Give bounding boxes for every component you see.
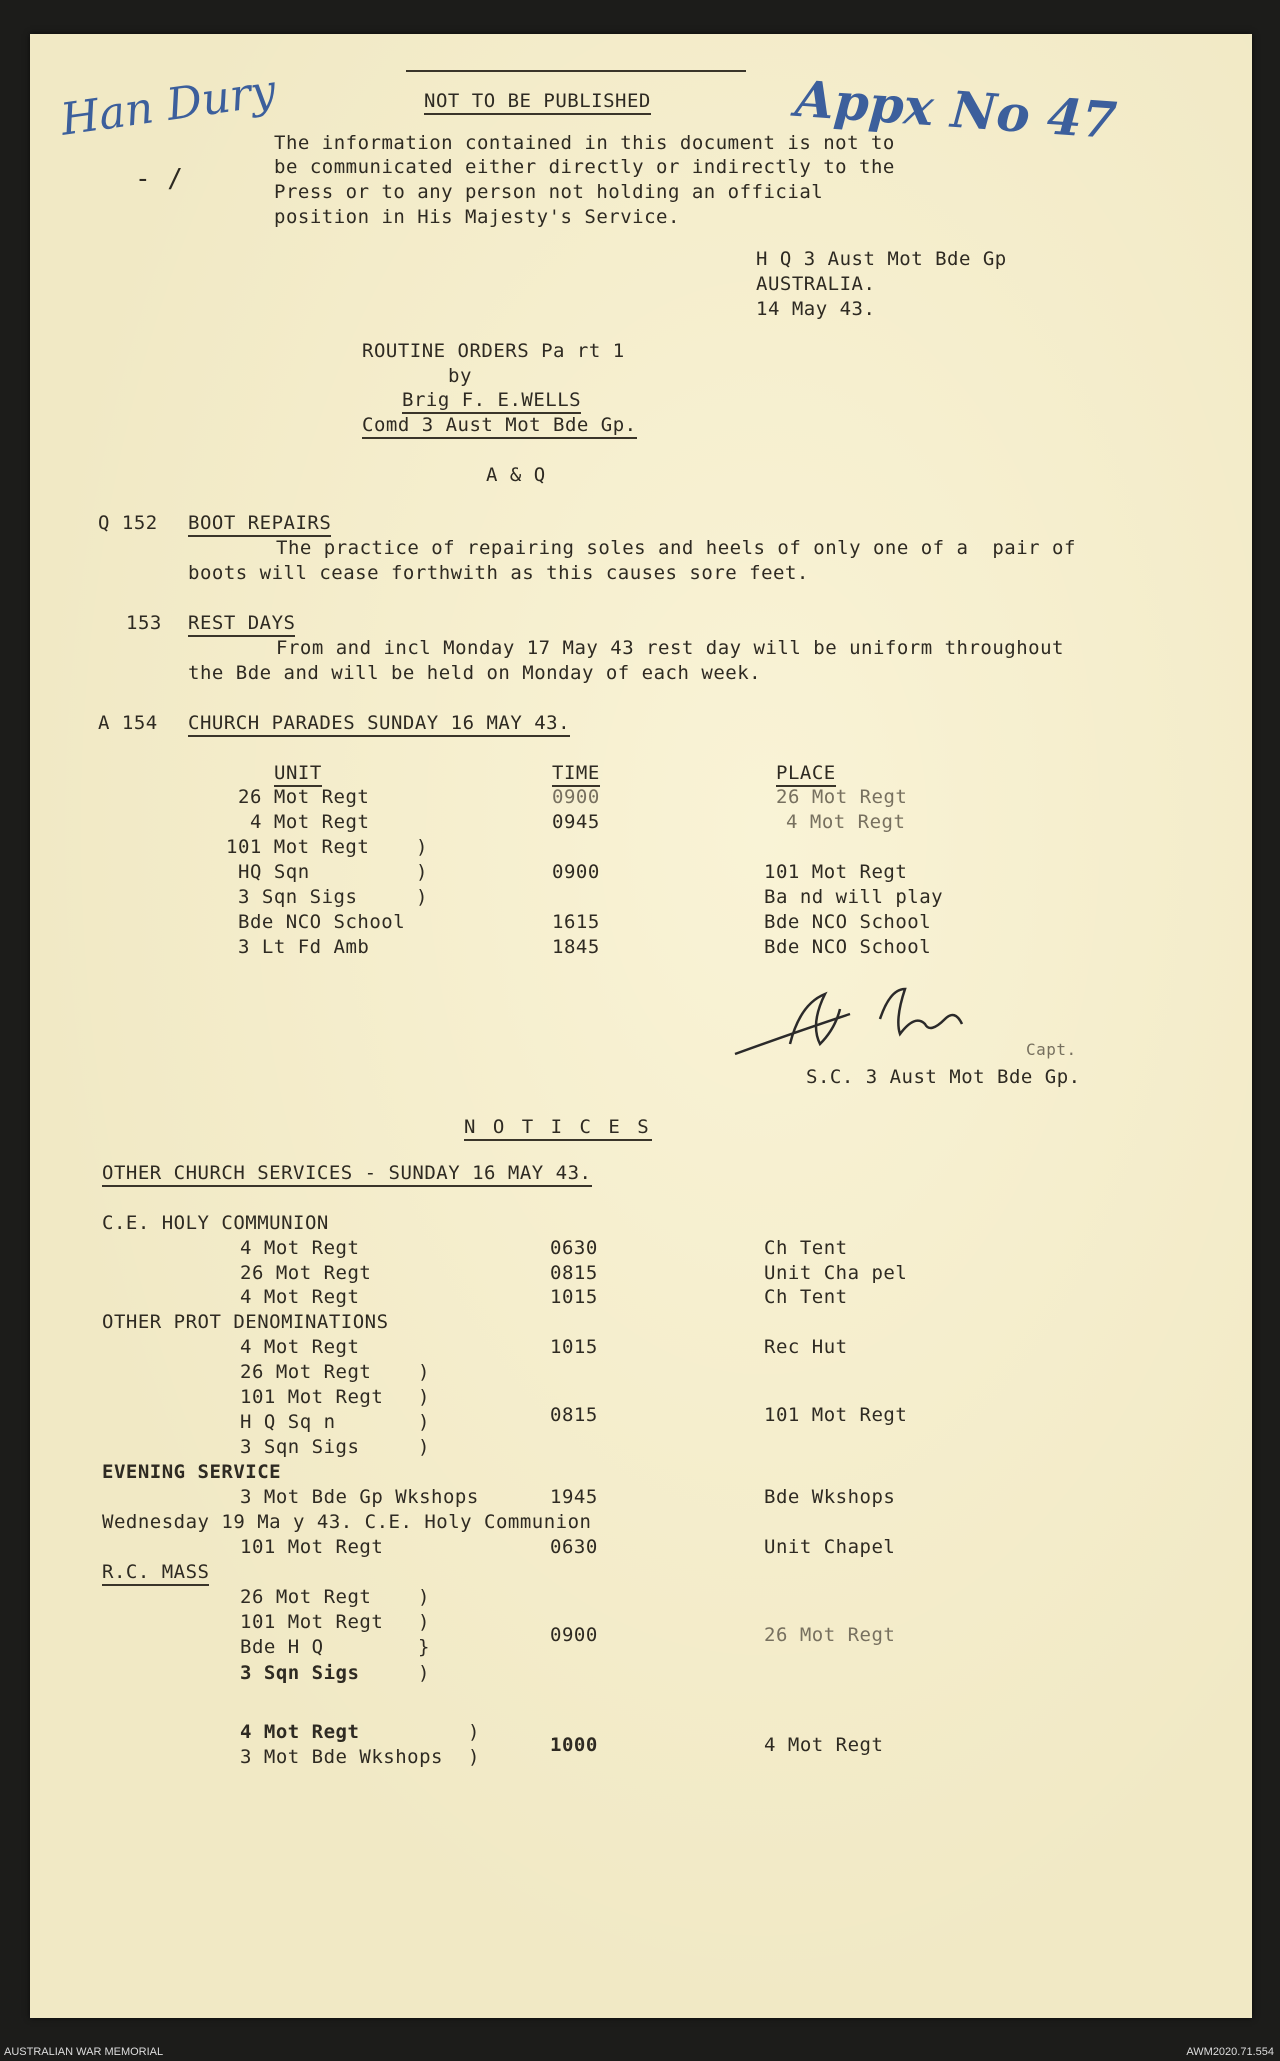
table-cell-unit: 4 Mot Regt — [250, 811, 370, 833]
table-cell-unit: 3 Sqn Sigs — [238, 886, 358, 908]
service-unit: 26 Mot Regt — [240, 1361, 372, 1383]
table-cell-place: 4 Mot Regt — [786, 811, 906, 833]
service-unit: 26 Mot Regt — [240, 1586, 372, 1608]
footer-reference: AWM2020.71.554 — [1186, 2046, 1274, 2058]
service-place: 4 Mot Regt — [764, 1734, 884, 1756]
document-page — [30, 34, 1252, 2018]
bracket: ) — [416, 886, 428, 908]
date-line: 14 May 43. — [756, 298, 876, 320]
service-heading: Wednesday 19 Ma y 43. C.E. Holy Communion — [102, 1511, 592, 1533]
service-time: 1945 — [550, 1486, 598, 1508]
order-text: boots will cease forthwith as this causes sore feet. — [188, 562, 809, 584]
service-unit: H Q Sq n — [240, 1411, 336, 1433]
bracket: ) — [418, 1586, 430, 1608]
table-cell-unit: Bde NCO School — [238, 911, 406, 933]
table-cell-unit: 101 Mot Regt — [226, 836, 370, 858]
order-heading: REST DAYS — [188, 612, 295, 637]
bracket: ) — [416, 861, 428, 883]
table-cell-place: 26 Mot Regt — [776, 786, 908, 808]
order-text: the Bde and will be held on Monday of each week. — [188, 662, 762, 684]
address-line: H Q 3 Aust Mot Bde Gp — [756, 248, 1007, 270]
table-cell-unit: 3 Lt Fd Amb — [238, 936, 370, 958]
column-header-time: TIME — [552, 762, 600, 787]
notices-heading: N O T I C E S — [464, 1116, 652, 1141]
commander-name: Brig F. E.WELLS — [402, 389, 581, 414]
service-unit: 3 Sqn Sigs — [240, 1662, 360, 1684]
section-heading: A & Q — [486, 464, 546, 486]
order-text: The practice of repairing soles and heels of only one of a pair of — [276, 537, 1076, 559]
address-line: AUSTRALIA. — [756, 273, 876, 295]
service-place: Ch Tent — [764, 1237, 848, 1259]
signature-scrawl — [730, 974, 1010, 1064]
service-place: Ch Tent — [764, 1286, 848, 1308]
order-heading: BOOT REPAIRS — [188, 512, 331, 537]
notice-line: Press or to any person not holding an official — [274, 181, 824, 203]
bracket: ) — [418, 1662, 430, 1684]
table-cell-unit: HQ Sqn — [238, 861, 310, 883]
service-place: 26 Mot Regt — [764, 1624, 896, 1646]
order-text: From and incl Monday 17 May 43 rest day will be uniform throughout — [276, 637, 1064, 659]
table-cell-time: 0900 — [552, 861, 600, 883]
table-cell-time: 0945 — [552, 811, 600, 833]
handwritten-appendix-number: Appx No 47 — [793, 68, 1119, 151]
table-cell-time: 0900 — [552, 786, 600, 808]
service-place: Rec Hut — [764, 1336, 848, 1358]
table-cell-place: Ba nd will play — [764, 886, 944, 908]
service-heading: EVENING SERVICE — [102, 1461, 282, 1483]
title-line: ROUTINE ORDERS Pa rt 1 — [362, 340, 625, 362]
bracket: ) — [418, 1361, 430, 1383]
service-unit: 101 Mot Regt — [240, 1536, 384, 1558]
order-number: 153 — [126, 612, 162, 634]
service-heading: C.E. HOLY COMMUNION — [102, 1212, 329, 1234]
signatory-title: S.C. 3 Aust Mot Bde Gp. — [806, 1066, 1081, 1088]
service-unit: 101 Mot Regt — [240, 1611, 384, 1633]
table-cell-place: Bde NCO School — [764, 936, 932, 958]
service-place: Bde Wkshops — [764, 1486, 896, 1508]
order-number: Q 152 — [98, 512, 158, 534]
bracket: ) — [468, 1746, 480, 1768]
notice-line: The information contained in this document is not to — [274, 132, 895, 154]
service-time: 0815 — [550, 1262, 598, 1284]
bracket: ) — [418, 1436, 430, 1458]
service-time: 0630 — [550, 1536, 598, 1558]
bracket: ) — [418, 1411, 430, 1433]
notice-line: position in His Majesty's Service. — [274, 206, 680, 228]
table-cell-time: 1845 — [552, 936, 600, 958]
service-place: 101 Mot Regt — [764, 1404, 908, 1426]
column-header-unit: UNIT — [274, 762, 322, 787]
service-time: 0900 — [550, 1624, 598, 1646]
service-time: 1015 — [550, 1336, 598, 1358]
service-unit: 101 Mot Regt — [240, 1386, 384, 1408]
service-place: Unit Cha pel — [764, 1262, 908, 1284]
notices-subheading: OTHER CHURCH SERVICES - SUNDAY 16 MAY 43. — [102, 1162, 592, 1187]
service-unit: 4 Mot Regt — [240, 1286, 360, 1308]
order-heading: CHURCH PARADES SUNDAY 16 MAY 43. — [188, 712, 570, 737]
commander-title: Comd 3 Aust Mot Bde Gp. — [362, 414, 637, 439]
service-unit: Bde H Q — [240, 1636, 324, 1658]
bracket: } — [418, 1636, 430, 1658]
column-header-place: PLACE — [776, 762, 836, 787]
notice-line: be communicated either directly or indirectly to the — [274, 156, 895, 178]
service-place: Unit Chapel — [764, 1536, 896, 1558]
service-time: 1000 — [550, 1734, 598, 1756]
service-unit: 3 Sqn Sigs — [240, 1436, 360, 1458]
service-unit: 4 Mot Regt — [240, 1237, 360, 1259]
signatory-rank: Capt. — [1026, 1040, 1077, 1059]
service-time: 0815 — [550, 1404, 598, 1426]
bracket: ) — [418, 1611, 430, 1633]
title-line: by — [448, 365, 472, 387]
footer-archive-name: AUSTRALIAN WAR MEMORIAL — [4, 2046, 164, 2058]
table-cell-place: 101 Mot Regt — [764, 861, 908, 883]
service-heading: OTHER PROT DENOMINATIONS — [102, 1311, 389, 1333]
top-rule — [406, 70, 746, 72]
order-number: A 154 — [98, 712, 158, 734]
restriction-heading: NOT TO BE PUBLISHED — [424, 90, 651, 115]
table-cell-place: Bde NCO School — [764, 911, 932, 933]
service-unit: 3 Mot Bde Gp Wkshops — [240, 1486, 479, 1508]
service-time: 0630 — [550, 1237, 598, 1259]
bracket: ) — [416, 836, 428, 858]
service-unit: 4 Mot Regt — [240, 1336, 360, 1358]
service-heading: R.C. MASS — [102, 1561, 209, 1586]
table-cell-time: 1615 — [552, 911, 600, 933]
table-cell-unit: 26 Mot Regt — [238, 786, 370, 808]
handwritten-annotation-left: Han Dury — [57, 65, 279, 146]
service-time: 1015 — [550, 1286, 598, 1308]
bracket: ) — [418, 1386, 430, 1408]
pencil-mark: - / — [135, 164, 184, 194]
service-unit: 26 Mot Regt — [240, 1262, 372, 1284]
service-unit: 3 Mot Bde Wkshops — [240, 1746, 443, 1768]
bracket: ) — [468, 1721, 480, 1743]
service-unit: 4 Mot Regt — [240, 1721, 360, 1743]
